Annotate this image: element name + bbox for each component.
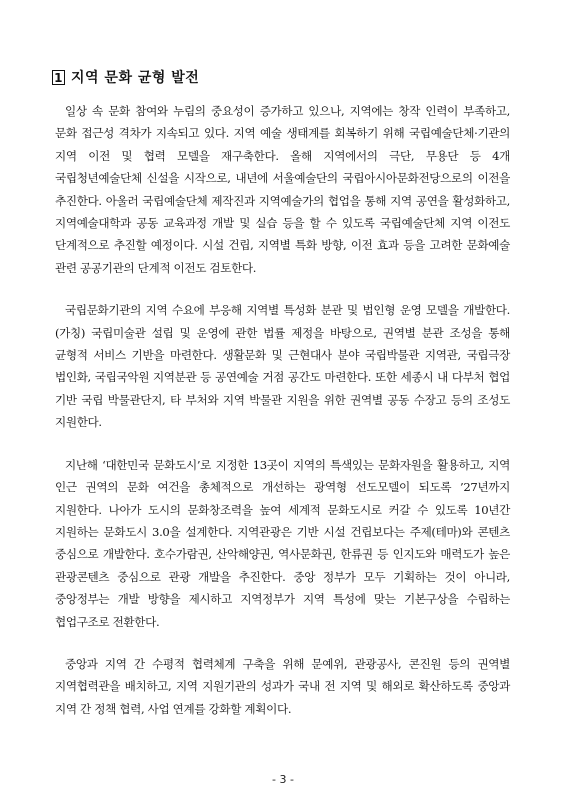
paragraph-regional-cooperation: 중앙과 지역 간 수평적 협력체계 구축을 위해 문예위, 관광공사, 콘진원 등의 권역별 지역협력관을 배치하고, 지역 지원기관의 성과가 국내 전 지역 및 해외로 확산하도록 중앙과 지역 간 정책 협력, 사업 연계를 강화할 계획이다. [55, 656, 510, 716]
paragraph-national-institutions: 국립문화기관의 지역 수요에 부응해 지역별 특성화 분관 및 법인형 운영 모델을 개발한다. (가칭) 국립미술관 설립 및 운영에 관한 법률 제정을 바탕으로, 권역별 분관 조성을 통해 균형적 서비스 기반을 마련한다. 생활문화 및 근현대사 분야 국립박물관 지역관, 국립극장 법인화, 국립국악원 지역분관 등 공연예술 거점 공간도 마련한다. 또한 세종시 내 다부처 협업 기반 국립 박물관단지, 타 부처와 지역 박물관 지원을 위한 권역별 공동 수장고 등의 조성도 지원한다. [55, 303, 510, 430]
document-body [55, 100, 510, 740]
section-title: 지역 문화 균형 발전 [71, 70, 200, 86]
page-number: - 3 - [272, 773, 294, 786]
paragraph-cultural-cities: 지난해 ‘대한민국 문화도시’로 지정한 13곳이 지역의 특색있는 문화자원을 활용하고, 지역 인근 권역의 문화 여건을 총체적으로 개선하는 광역형 선도모델이 되도록 ’27년까지 지원한다. 나아가 도시의 문화창조력을 높여 세계적 문화도시로 커갈 수 있도록 10년간 지원하는 문화도시 3.0을 설계한다. 지역관광은 기반 시설 건립보다는 주제(테마)와 콘텐츠 중심으로 개발한다. 호수가람권, 산악해양권, 역사문화권, 한류권 등 인지도와 매력도가 높은 관광콘텐츠 중심으로 관광 개발을 추진한다. 중앙 정부가 모두 기획하는 것이 아니라, 중앙정부는 개발 방향을 제시하고 지역정부가 지역 특성에 맞는 기본구상을 수립하는 협업구조로 전환한다. [55, 457, 510, 629]
section-number-box: 1 [52, 70, 65, 85]
paragraph-cultural-ecosystem: 일상 속 문화 참여와 누림의 중요성이 증가하고 있으나, 지역에는 창작 인력이 부족하고, 문화 접근성 격차가 지속되고 있다. 지역 예술 생태계를 회복하기 위해 국립예술단체·기관의 지역 이전 및 협력 모델을 재구축한다. 올해 지역에서의 극단, 무용단 등 4개 국립청년예술단체 신설을 시작으로, 내년에 서울예술단의 국립아시아문화전당으로의 이전을 추진한다. 아울러 국립예술단체 제작진과 지역예술가의 협업을 통해 지역 공연을 활성화하고, 지역예술대학과 공동 교육과정 개발 및 실습 등을 할 수 있도록 국립예술단체 지역 이전도 단계적으로 추진할 예정이다. 시설 건립, 지역별 특화 방향, 이전 효과 등을 고려한 문화예술 관련 공공기관의 단계적 이전도 검토한다. [55, 104, 510, 275]
section-heading [52, 67, 199, 87]
